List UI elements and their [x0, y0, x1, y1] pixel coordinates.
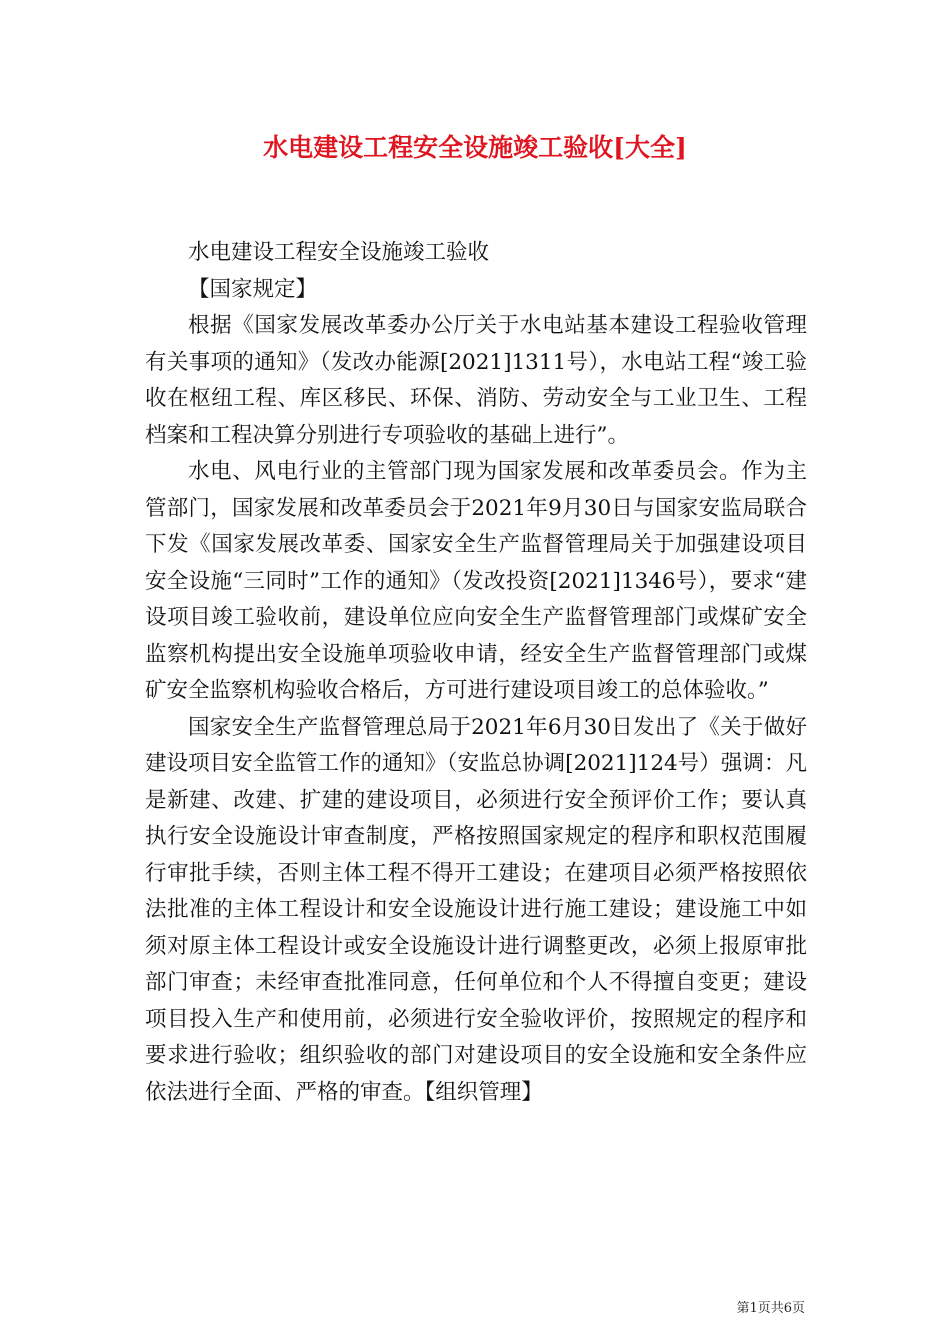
document-body [145, 235, 807, 1111]
document-title: 水电建设工程安全设施竣工验收[大全] [263, 133, 687, 162]
section-subtitle: 水电建设工程安全设施竣工验收 [188, 240, 490, 265]
section-heading-national-rules: 【国家规定】 [188, 276, 318, 302]
page-number: 第1页共6页 [736, 1301, 805, 1316]
paragraph-1: 根据《国家发展改革委办公厅关于水电站基本建设工程验收管理有关事项的通知》（发改办能源[2021]1311号），水电站工程“竣工验收在枢纽工程、库区移民、环保、消防、劳动安全与工业卫生、工程档案和工程决算分别进行专项验收的基础上进行”。 [145, 313, 807, 448]
paragraph-2: 水电、风电行业的主管部门现为国家发展和改革委员会。作为主管部门，国家发展和改革委员会于2021年9月30日与国家安监局联合下发《国家发展改革委、国家安全生产监督管理局关于加强建设项目安全设施“三同时”工作的通知》（发改投资[2021]1346号），要求“建设项目竣工验收前，建设单位应向安全生产监督管理部门或煤矿安全监察机构提出安全设施单项验收申请，经安全生产监督管理部门或煤矿安全监察机构验收合格后，方可进行建设项目竣工的总体验收。” [145, 459, 807, 703]
paragraph-3: 国家安全生产监督管理总局于2021年6月30日发出了《关于做好建设项目安全监管工作的通知》（安监总协调[2021]124号）强调：凡是新建、改建、扩建的建设项目，必须进行安全预评价工作；要认真执行安全设施设计审查制度，严格按照国家规定的程序和职权范围履行审批手续，否则主体工程不得开工建设；在建项目必须严格按照依法批准的主体工程设计和安全设施设计进行施工建设；建设施工中如须对原主体工程设计或安全设施设计进行调整更改，必须上报原审批部门审查；未经审查批准同意，任何单位和个人不得擅自变更；建设项目投入生产和使用前，必须进行安全验收评价，按照规定的程序和要求进行验收；组织验收的部门对建设项目的安全设施和安全条件应依法进行全面、严格的审查。【组织管理】 [145, 714, 807, 1105]
